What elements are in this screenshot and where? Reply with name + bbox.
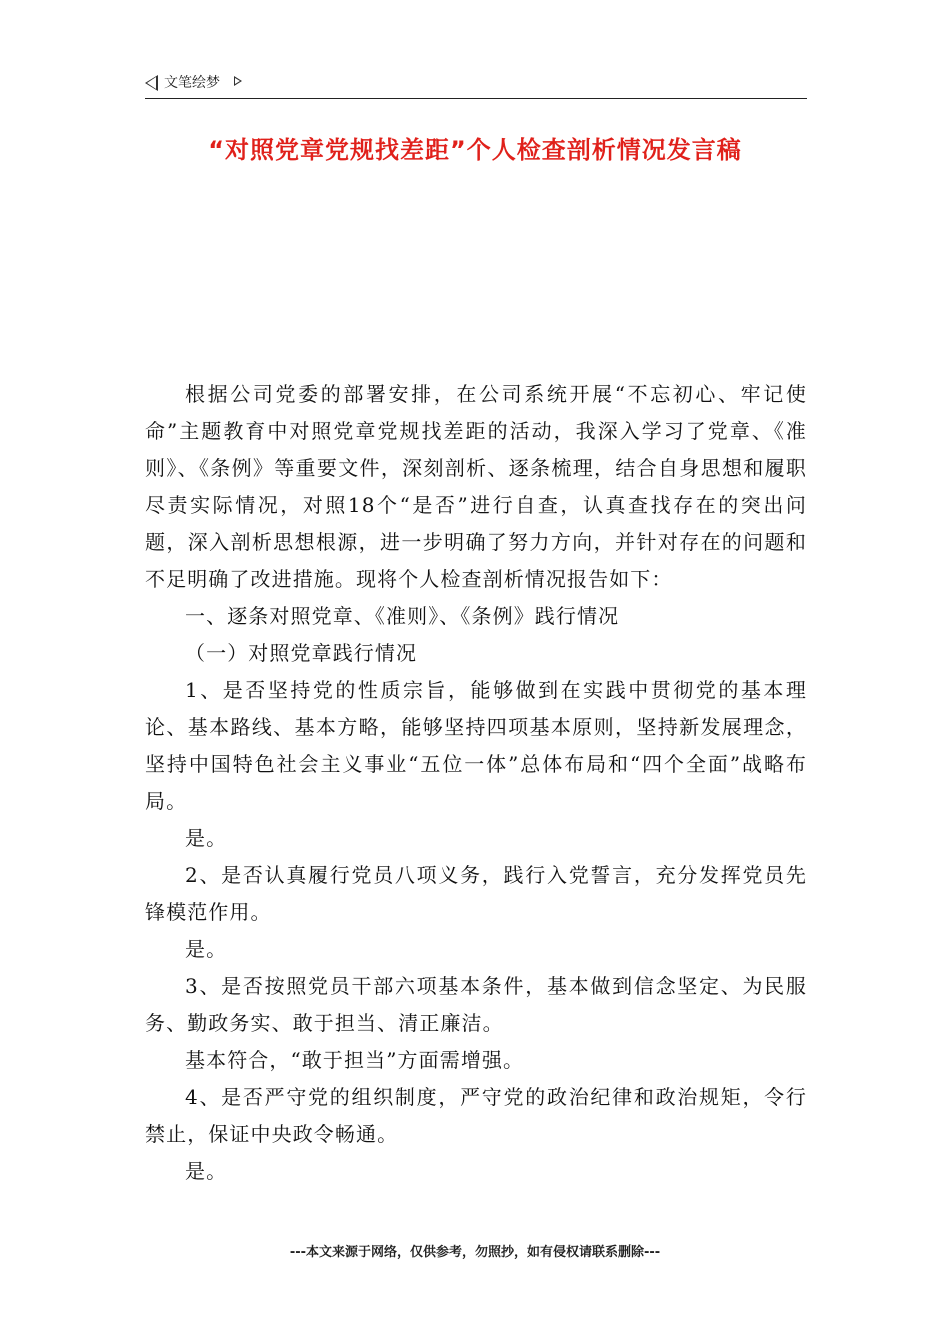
subsection-heading: （一）对照党章践行情况 — [185, 641, 418, 665]
item-1: 1、是否坚持党的性质宗旨，能够做到在实践中贯彻党的基本理论、基本路线、基本方略，能够坚持四项基本原则，坚持新发展理念，坚持中国特色社会主义事业“五位一体”总体布局和“四个全面”战略布局。 — [145, 678, 807, 813]
document-title: “对照党章党规找差距”个人检查剖析情况发言稿 — [208, 136, 742, 164]
triangle-right-icon — [234, 76, 242, 86]
page-footer-disclaimer: ---本文来源于网络，仅供参考，勿照抄，如有侵权请联系删除--- — [289, 1245, 661, 1260]
page-header — [145, 72, 807, 99]
triangle-left-icon — [145, 75, 158, 91]
item-3-answer: 基本符合，“敢于担当”方面需增强。 — [185, 1048, 525, 1072]
header-brand: 文笔绘梦 — [164, 75, 220, 91]
item-4: 4、是否严守党的组织制度，严守党的政治纪律和政治规矩，令行禁止，保证中央政令畅通。 — [145, 1085, 807, 1146]
item-3: 3、是否按照党员干部六项基本条件，基本做到信念坚定、为民服务、勤政务实、敢于担当、清正廉洁。 — [145, 974, 807, 1035]
section-heading: 一、逐条对照党章、《准则》、《条例》践行情况 — [185, 604, 620, 628]
item-1-answer: 是。 — [185, 826, 228, 850]
item-4-answer: 是。 — [185, 1159, 228, 1183]
item-2: 2、是否认真履行党员八项义务，践行入党誓言，充分发挥党员先锋模范作用。 — [145, 863, 807, 924]
item-2-answer: 是。 — [185, 937, 228, 961]
document-body — [145, 376, 807, 1190]
intro-paragraph: 根据公司党委的部署安排，在公司系统开展“不忘初心、牢记使命”主题教育中对照党章党规找差距的活动，我深入学习了党章、《准则》、《条例》等重要文件，深刻剖析、逐条梳理，结合自身思想和履职尽责实际情况，对照18个“是否”进行自查，认真查找存在的突出问题，深入剖析思想根源，进一步明确了努力方向，并针对存在的问题和不足明确了改进措施。现将个人检查剖析情况报告如下： — [145, 382, 807, 591]
